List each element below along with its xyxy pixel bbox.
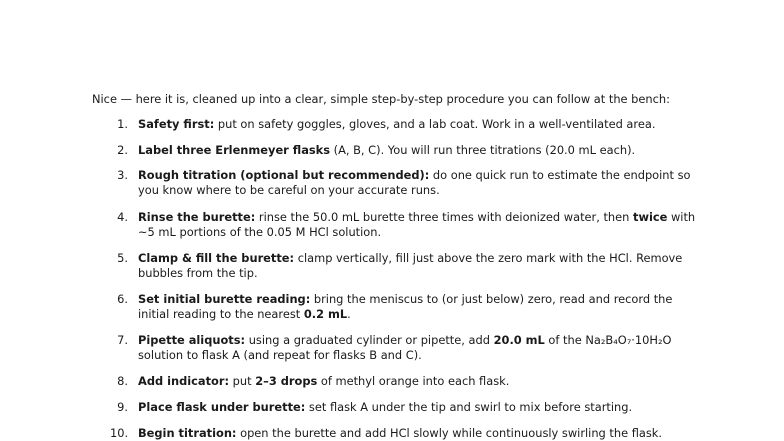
step-text: put on safety goggles, gloves, and a lab coat. Work in a well-ventilated area.: [214, 117, 656, 131]
step-lead: Safety first:: [138, 117, 215, 131]
step-lead: Add indicator:: [138, 374, 230, 388]
step-body: [138, 292, 700, 322]
step-text: do one quick run to estimate the endpoint so you know where to be careful on your accurate runs.: [138, 168, 691, 197]
list-item: [110, 400, 700, 415]
step-number: 3.: [117, 168, 128, 182]
list-item: [110, 251, 700, 281]
step-number: 9.: [117, 400, 128, 414]
step-number: 8.: [117, 374, 128, 388]
step-number: 5.: [117, 251, 128, 265]
step-emphasis: 2–3 drops: [255, 374, 318, 388]
step-text: using a graduated cylinder or pipette, add: [245, 333, 494, 347]
step-body: [138, 400, 700, 415]
step-text: with ~5 mL portions of the 0.05 M HCl solution.: [138, 210, 696, 239]
step-body: [138, 143, 700, 158]
step-text: set flask A under the tip and swirl to mix before starting.: [305, 400, 633, 414]
step-lead: Rinse the burette:: [138, 210, 256, 224]
list-item: [110, 333, 700, 363]
step-text: open the burette and add HCl slowly while continuously swirling the flask.: [236, 426, 663, 440]
step-body: [138, 210, 700, 240]
step-body: [138, 374, 700, 389]
list-item: [110, 426, 700, 441]
list-item: [110, 374, 700, 389]
step-text: bring the meniscus to (or just below) zero, read and record the initial reading to the nearest: [138, 292, 673, 321]
step-lead: Place flask under burette:: [138, 400, 306, 414]
step-lead: Begin titration:: [138, 426, 237, 440]
step-text: clamp vertically, fill just above the zero mark with the HCl. Remove bubbles from the tip.: [138, 251, 683, 280]
step-lead: Label three Erlenmeyer flasks: [138, 143, 331, 157]
step-text: .: [347, 307, 351, 321]
list-item: [110, 117, 700, 132]
step-body: [138, 333, 700, 363]
list-item: [110, 168, 700, 198]
step-text: of methyl orange into each flask.: [317, 374, 510, 388]
step-text: rinse the 50.0 mL burette three times with deionized water, then: [255, 210, 633, 224]
step-number: 7.: [117, 333, 128, 347]
step-lead: Rough titration (optional but recommended):: [138, 168, 430, 182]
step-text: put: [229, 374, 256, 388]
step-body: [138, 426, 700, 441]
step-number: 1.: [117, 117, 128, 131]
step-emphasis: 0.2 mL: [303, 307, 348, 321]
step-number: 6.: [117, 292, 128, 306]
step-number: 10.: [110, 426, 129, 440]
step-body: [138, 168, 700, 198]
step-lead: Pipette aliquots:: [138, 333, 246, 347]
intro-paragraph: Nice — here it is, cleaned up into a clear, simple step-by-step procedure you can follow at the bench:: [92, 92, 670, 106]
list-item: [110, 292, 700, 322]
list-item: [110, 143, 700, 158]
step-body: [138, 251, 700, 281]
step-lead: Clamp & fill the burette:: [138, 251, 295, 265]
step-body: [138, 117, 700, 132]
step-emphasis: 20.0 mL: [493, 333, 545, 347]
step-number: 2.: [117, 143, 128, 157]
list-item: [110, 210, 700, 240]
step-emphasis: twice: [633, 210, 668, 224]
step-text: (A, B, C). You will run three titrations (20.0 mL each).: [330, 143, 636, 157]
step-number: 4.: [117, 210, 128, 224]
step-lead: Set initial burette reading:: [138, 292, 311, 306]
step-text: of the Na₂B₄O₇·10H₂O solution to flask A (and repeat for flasks B and C).: [138, 333, 672, 362]
